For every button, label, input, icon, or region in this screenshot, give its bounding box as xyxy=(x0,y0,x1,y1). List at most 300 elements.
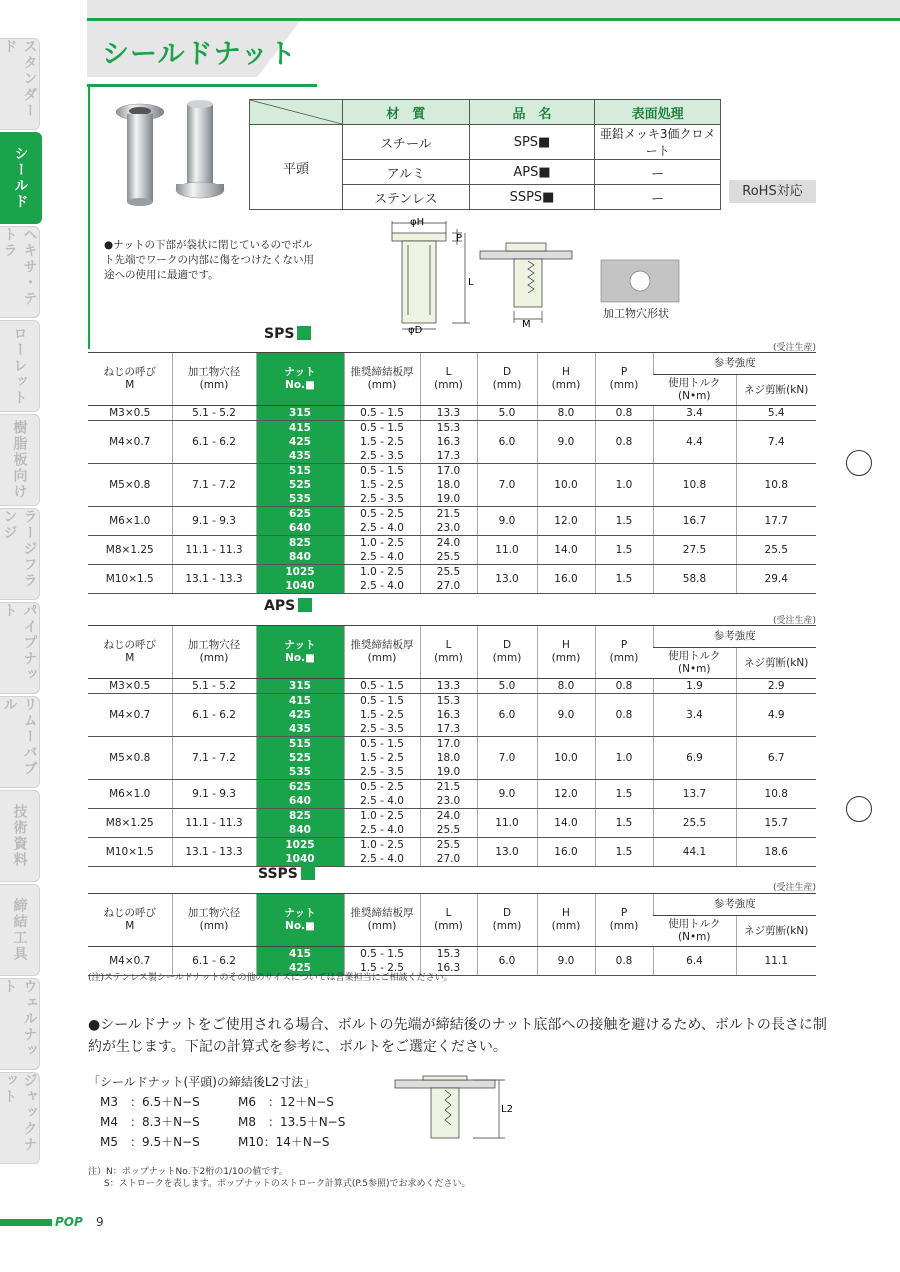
value-line: 535 xyxy=(289,493,311,505)
formula-title: 「シールドナット(平頭)の締結後L2寸法」 xyxy=(88,1075,316,1089)
cell-torque: 16.7 xyxy=(653,507,736,536)
made-to-order-note: (受注生産) xyxy=(772,883,816,893)
cell-hole: 6.1 - 6.2 xyxy=(172,694,256,737)
col-header-torque: 使用トルク(N•m) xyxy=(653,916,736,947)
cell-thread: M3×0.5 xyxy=(88,406,172,421)
cell-d: 13.0 xyxy=(477,838,537,867)
cell-d: 6.0 xyxy=(477,694,537,737)
cell-nut xyxy=(256,694,344,737)
col-header-unit: (mm) xyxy=(199,379,229,391)
side-tab[interactable]: スタンダード xyxy=(0,38,40,130)
col-header xyxy=(477,894,537,947)
value-line: 17.3 xyxy=(436,450,461,462)
value-line: 13.3 xyxy=(436,407,461,419)
col-header xyxy=(88,626,172,679)
value-line: 0.5 - 2.5 xyxy=(360,508,404,520)
formula-item: M4 ：8.3＋N−S xyxy=(100,1115,200,1129)
value-line: 21.5 xyxy=(436,508,461,520)
value-line: 2.5 - 4.0 xyxy=(360,795,404,807)
col-header xyxy=(537,626,595,679)
cell-thread: M8×1.25 xyxy=(88,809,172,838)
label-h: φH xyxy=(410,217,425,228)
cell-shear: 18.6 xyxy=(736,838,816,867)
col-header-unit: No.■ xyxy=(285,652,315,664)
cell-l xyxy=(420,679,477,694)
cell-torque: 1.9 xyxy=(653,679,736,694)
col-header xyxy=(477,626,537,679)
cell-p: 1.5 xyxy=(595,809,653,838)
cell-d: 6.0 xyxy=(477,421,537,464)
value-line: 1.0 - 2.5 xyxy=(360,566,404,578)
value-line: 2.5 - 3.5 xyxy=(360,450,404,462)
col-header-unit: (mm) xyxy=(199,652,229,664)
cell-nut xyxy=(256,565,344,594)
value-line: 1025 xyxy=(285,566,315,578)
col-header-unit: (mm) xyxy=(434,920,463,932)
table-row xyxy=(88,565,816,594)
cell-plate xyxy=(344,809,420,838)
cell-nut xyxy=(256,464,344,507)
side-tab[interactable]: パイプナット xyxy=(0,602,40,694)
value-line: 415 xyxy=(289,422,311,434)
cell-d: 5.0 xyxy=(477,406,537,421)
col-header-unit: (mm) xyxy=(609,652,639,664)
code-text: SPS■ xyxy=(513,134,551,150)
cell-thread: M4×0.7 xyxy=(88,694,172,737)
cell-thread: M4×0.7 xyxy=(88,947,172,976)
material-cell: スチール xyxy=(343,125,470,160)
col-header-unit: (mm) xyxy=(609,920,639,932)
table-row xyxy=(88,464,816,507)
value-line: 415 xyxy=(289,695,311,707)
col-header-label: 加工物穴径 xyxy=(187,639,241,651)
cell-torque: 3.4 xyxy=(653,406,736,421)
side-tab[interactable]: シールド xyxy=(0,132,42,224)
value-line: 0.5 - 1.5 xyxy=(360,695,404,707)
cell-shear: 11.1 xyxy=(736,947,816,976)
value-line: 625 xyxy=(289,508,311,520)
value-line: 1.0 - 2.5 xyxy=(360,810,404,822)
cell-hole: 13.1 - 13.3 xyxy=(172,565,256,594)
side-tabs xyxy=(0,38,42,1166)
side-tab[interactable]: 締結工具 xyxy=(0,884,40,976)
formula-item: M10：14＋N−S xyxy=(238,1135,330,1149)
cell-l xyxy=(420,565,477,594)
col-header-label: ナット xyxy=(284,366,316,378)
col-header xyxy=(420,626,477,679)
made-to-order-note: (受注生産) xyxy=(772,616,816,626)
col-header-label: P xyxy=(620,907,628,919)
value-line: 1.0 - 2.5 xyxy=(360,537,404,549)
cell-h: 12.0 xyxy=(537,507,595,536)
pop-logo: POP xyxy=(55,1215,83,1229)
value-line: 16.3 xyxy=(436,962,461,974)
code-cell: SSPS■ xyxy=(469,185,595,210)
cell-hole: 7.1 - 7.2 xyxy=(172,737,256,780)
col-header-unit: (mm) xyxy=(551,379,581,391)
value-line: 13.3 xyxy=(436,680,461,692)
cell-l xyxy=(420,838,477,867)
col-header-label: 推奨締結板厚 xyxy=(350,639,414,651)
side-tab[interactable]: リムーバブル xyxy=(0,696,40,788)
finish-cell: 亜鉛メッキ3価クロメート xyxy=(595,125,721,160)
value-line: 24.0 xyxy=(436,810,461,822)
series-marker xyxy=(301,866,315,880)
cell-shear: 6.7 xyxy=(736,737,816,780)
header-code: 品 名 xyxy=(469,100,595,125)
value-line: 535 xyxy=(289,766,311,778)
value-line: 0.5 - 1.5 xyxy=(360,422,404,434)
cell-plate xyxy=(344,565,420,594)
cell-hole: 13.1 - 13.3 xyxy=(172,838,256,867)
table-row xyxy=(88,780,816,809)
cell-thread: M5×0.8 xyxy=(88,464,172,507)
value-line: 2.5 - 4.0 xyxy=(360,580,404,592)
cell-p: 1.5 xyxy=(595,536,653,565)
col-header xyxy=(172,353,256,406)
cell-thread: M10×1.5 xyxy=(88,838,172,867)
col-header xyxy=(88,894,172,947)
value-line: 23.0 xyxy=(436,795,461,807)
value-line: 515 xyxy=(289,465,311,477)
punch-hole xyxy=(846,796,872,822)
value-line: 435 xyxy=(289,450,311,462)
value-line: 435 xyxy=(289,723,311,735)
cell-shear: 10.8 xyxy=(736,780,816,809)
col-header-torque: 使用トルク(N•m) xyxy=(653,375,736,406)
series-marker xyxy=(298,598,312,612)
col-header-label: D xyxy=(502,366,512,378)
cell-p: 1.0 xyxy=(595,737,653,780)
col-header-unit: (mm) xyxy=(609,379,639,391)
cell-h: 14.0 xyxy=(537,809,595,838)
side-tab[interactable]: ローレット xyxy=(0,320,40,412)
cell-h: 8.0 xyxy=(537,679,595,694)
l2-label: L2 xyxy=(501,1104,513,1115)
value-line: 640 xyxy=(289,795,311,807)
col-header xyxy=(88,353,172,406)
note-s: S：ストロークを表します。ポップナットのストローク計算式(P.5参照)でお求めください。 xyxy=(104,1179,471,1189)
cell-nut xyxy=(256,406,344,421)
col-header xyxy=(420,353,477,406)
value-line: 0.5 - 1.5 xyxy=(360,407,404,419)
cell-h: 9.0 xyxy=(537,694,595,737)
cell-d: 9.0 xyxy=(477,780,537,809)
cell-h: 9.0 xyxy=(537,947,595,976)
side-tab[interactable]: 樹脂板向け xyxy=(0,414,40,506)
cell-hole: 11.1 - 11.3 xyxy=(172,809,256,838)
table-row xyxy=(88,737,816,780)
punch-hole xyxy=(846,450,872,476)
col-header-unit: M xyxy=(125,379,135,391)
cell-d: 9.0 xyxy=(477,507,537,536)
formula-item: M3 ：6.5＋N−S xyxy=(100,1095,200,1109)
value-line: 1.5 - 2.5 xyxy=(360,962,404,974)
material-cell: ステンレス xyxy=(343,185,470,210)
cell-plate xyxy=(344,694,420,737)
value-line: 515 xyxy=(289,738,311,750)
value-line: 2.5 - 4.0 xyxy=(360,522,404,534)
value-line: 15.3 xyxy=(436,948,461,960)
cell-p: 0.8 xyxy=(595,421,653,464)
value-line: 525 xyxy=(289,479,311,491)
cell-plate xyxy=(344,406,420,421)
value-line: 825 xyxy=(289,810,311,822)
value-line: 18.0 xyxy=(436,479,461,491)
footer-bar xyxy=(0,1219,52,1226)
col-header-label: 推奨締結板厚 xyxy=(350,366,414,378)
col-header-strength: 参考強度 xyxy=(653,626,816,648)
value-line: 315 xyxy=(289,680,311,692)
feature-note: ●ナットの下部が袋状に閉じているのでボルト先端でワークの内部に傷をつけたくない用途への使用に最適です。 xyxy=(104,239,314,281)
col-header-label: ナット xyxy=(284,907,316,919)
section-rule xyxy=(88,84,90,349)
series-marker xyxy=(297,326,311,340)
cell-shear: 4.9 xyxy=(736,694,816,737)
col-header-unit: (mm) xyxy=(492,652,522,664)
finish-cell: ー xyxy=(595,185,721,210)
value-line: 1.5 - 2.5 xyxy=(360,436,404,448)
value-line: 2.5 - 3.5 xyxy=(360,723,404,735)
value-line: 525 xyxy=(289,752,311,764)
value-line: 16.3 xyxy=(436,709,461,721)
cell-d: 13.0 xyxy=(477,565,537,594)
cell-shear: 29.4 xyxy=(736,565,816,594)
col-header-shear: ネジ剪断(kN) xyxy=(736,375,816,406)
cell-hole: 5.1 - 5.2 xyxy=(172,679,256,694)
series-name: SSPS xyxy=(258,866,298,882)
value-line: 2.5 - 3.5 xyxy=(360,493,404,505)
col-header-label: L xyxy=(445,907,452,919)
formula-item: M6 ：12＋N−S xyxy=(238,1095,334,1109)
code-cell: APS■ xyxy=(469,160,595,185)
table-row xyxy=(88,679,816,694)
col-header-unit: (mm) xyxy=(434,379,463,391)
cell-h: 16.0 xyxy=(537,565,595,594)
cell-shear: 10.8 xyxy=(736,464,816,507)
value-line: 15.3 xyxy=(436,695,461,707)
col-header-torque: 使用トルク(N•m) xyxy=(653,648,736,679)
cell-thread: M8×1.25 xyxy=(88,536,172,565)
value-line: 17.0 xyxy=(436,738,461,750)
made-to-order-note: (受注生産) xyxy=(772,343,816,353)
value-line: 0.5 - 1.5 xyxy=(360,680,404,692)
cell-p: 0.8 xyxy=(595,694,653,737)
table-row xyxy=(88,406,816,421)
cell-nut xyxy=(256,809,344,838)
cell-l xyxy=(420,464,477,507)
cell-thread: M10×1.5 xyxy=(88,565,172,594)
value-line: 425 xyxy=(289,709,311,721)
col-header-label: D xyxy=(502,907,512,919)
col-header-unit: (mm) xyxy=(492,920,522,932)
cell-d: 11.0 xyxy=(477,536,537,565)
cell-p: 1.5 xyxy=(595,838,653,867)
col-header-unit: No.■ xyxy=(285,379,315,391)
formula-item: M8 ：13.5＋N−S xyxy=(238,1115,346,1129)
cell-plate xyxy=(344,536,420,565)
cell-l xyxy=(420,406,477,421)
col-header-label: 加工物穴径 xyxy=(187,907,241,919)
side-tab[interactable]: ヘキサ・テトラ xyxy=(0,226,40,318)
col-header-label: D xyxy=(502,639,512,651)
col-header xyxy=(172,894,256,947)
cell-h: 12.0 xyxy=(537,780,595,809)
cell-h: 14.0 xyxy=(537,536,595,565)
col-header-unit: (mm) xyxy=(199,920,229,932)
col-header xyxy=(420,894,477,947)
cell-hole: 11.1 - 11.3 xyxy=(172,536,256,565)
value-line: 840 xyxy=(289,551,311,563)
col-header xyxy=(256,894,344,947)
col-header-label: ねじの呼び xyxy=(103,639,156,651)
cell-nut xyxy=(256,737,344,780)
col-header-label: H xyxy=(562,907,570,919)
value-line: 17.3 xyxy=(436,723,461,735)
col-header-unit: M xyxy=(125,652,135,664)
cell-hole: 9.1 - 9.3 xyxy=(172,507,256,536)
col-header-label: ねじの呼び xyxy=(103,907,156,919)
cell-hole: 5.1 - 5.2 xyxy=(172,406,256,421)
cell-plate xyxy=(344,421,420,464)
col-header xyxy=(595,353,653,406)
series-heading xyxy=(264,326,311,342)
cell-l xyxy=(420,737,477,780)
cell-l xyxy=(420,421,477,464)
col-header xyxy=(256,626,344,679)
series-heading xyxy=(258,866,315,882)
bolt-length-note: ●シールドナットをご使用される場合、ボルトの先端が締結後のナット底部への接触を避けるため、ボルトの長さに制約が生じます。下記の計算式を参考に、ボルトをご選定ください。 xyxy=(88,1017,827,1055)
value-line: 21.5 xyxy=(436,781,461,793)
cell-torque: 27.5 xyxy=(653,536,736,565)
cell-torque: 4.4 xyxy=(653,421,736,464)
value-line: 25.5 xyxy=(436,566,461,578)
cell-hole: 9.1 - 9.3 xyxy=(172,780,256,809)
col-header-label: 推奨締結板厚 xyxy=(350,907,414,919)
table-row xyxy=(88,694,816,737)
value-line: 1040 xyxy=(285,580,315,592)
cell-torque: 10.8 xyxy=(653,464,736,507)
cell-d: 5.0 xyxy=(477,679,537,694)
cell-nut xyxy=(256,536,344,565)
material-table xyxy=(249,99,721,210)
col-header xyxy=(256,353,344,406)
value-line: 19.0 xyxy=(436,493,461,505)
diagonal-cell xyxy=(250,100,343,125)
col-header xyxy=(537,894,595,947)
cell-nut xyxy=(256,507,344,536)
value-line: 2.5 - 4.0 xyxy=(360,824,404,836)
spec-table-sps xyxy=(88,352,816,594)
side-tab[interactable]: 技術資料 xyxy=(0,790,40,882)
note-n: 注）N：ポップナットNo.下2桁の1/10の値です。 xyxy=(88,1167,288,1177)
side-tab[interactable]: ラージフランジ xyxy=(0,508,40,600)
value-line: 23.0 xyxy=(436,522,461,534)
cell-h: 16.0 xyxy=(537,838,595,867)
col-header-shear: ネジ剪断(kN) xyxy=(736,648,816,679)
col-header-unit: (mm) xyxy=(434,652,463,664)
cell-hole: 6.1 - 6.2 xyxy=(172,947,256,976)
header-material: 材 質 xyxy=(343,100,470,125)
cell-nut xyxy=(256,421,344,464)
value-line: 25.5 xyxy=(436,824,461,836)
side-tab[interactable]: ジャックナット xyxy=(0,1072,40,1164)
value-line: 18.0 xyxy=(436,752,461,764)
col-header-shear: ネジ剪断(kN) xyxy=(736,916,816,947)
col-header-unit: No.■ xyxy=(285,920,315,932)
col-header-label: 加工物穴径 xyxy=(187,366,241,378)
notes xyxy=(88,1166,470,1190)
spec-table-aps xyxy=(88,625,816,867)
cell-shear: 2.9 xyxy=(736,679,816,694)
value-line: 0.5 - 1.5 xyxy=(360,465,404,477)
value-line: 2.5 - 4.0 xyxy=(360,551,404,563)
col-header-unit: (mm) xyxy=(551,652,581,664)
col-header xyxy=(595,894,653,947)
label-m: M xyxy=(522,319,531,330)
cell-thread: M4×0.7 xyxy=(88,421,172,464)
cell-h: 8.0 xyxy=(537,406,595,421)
cell-hole: 6.1 - 6.2 xyxy=(172,421,256,464)
col-header-unit: (mm) xyxy=(367,920,397,932)
value-line: 640 xyxy=(289,522,311,534)
cell-plate xyxy=(344,507,420,536)
col-header xyxy=(344,353,420,406)
series-name: SPS xyxy=(264,326,295,342)
value-line: 1.5 - 2.5 xyxy=(360,752,404,764)
title-underline xyxy=(87,84,317,87)
cell-thread: M3×0.5 xyxy=(88,679,172,694)
value-line: 425 xyxy=(289,436,311,448)
cell-thread: M6×1.0 xyxy=(88,780,172,809)
formula-item: M5 ：9.5＋N−S xyxy=(100,1135,200,1149)
cell-l xyxy=(420,694,477,737)
value-line: 15.3 xyxy=(436,422,461,434)
col-header-label: H xyxy=(562,639,570,651)
cell-nut xyxy=(256,780,344,809)
product-photo xyxy=(100,98,250,213)
table-row xyxy=(88,838,816,867)
value-line: 315 xyxy=(289,407,311,419)
label-p: P xyxy=(456,233,463,244)
formula-grid xyxy=(100,1092,368,1152)
cell-l xyxy=(420,809,477,838)
value-line: 840 xyxy=(289,824,311,836)
value-line: 17.0 xyxy=(436,465,461,477)
cell-torque: 6.9 xyxy=(653,737,736,780)
col-header-unit: (mm) xyxy=(367,652,397,664)
cell-shear: 7.4 xyxy=(736,421,816,464)
value-line: 19.0 xyxy=(436,766,461,778)
stainless-footnote: (注)ステンレス製シールドナットのその他のサイズについては営業担当にご相談ください。 xyxy=(88,973,453,983)
code-cell xyxy=(469,125,595,160)
side-tab[interactable]: ウェルナット xyxy=(0,978,40,1070)
series-name: APS xyxy=(264,598,296,614)
cell-plate xyxy=(344,464,420,507)
col-header xyxy=(595,626,653,679)
formula-block xyxy=(88,1072,368,1152)
cell-torque: 13.7 xyxy=(653,780,736,809)
cell-torque: 3.4 xyxy=(653,694,736,737)
col-header xyxy=(477,353,537,406)
table-row xyxy=(88,809,816,838)
table-row xyxy=(88,536,816,565)
table-row xyxy=(88,421,816,464)
cell-p: 0.8 xyxy=(595,947,653,976)
value-line: 415 xyxy=(289,948,311,960)
cell-d: 7.0 xyxy=(477,737,537,780)
value-line: 27.0 xyxy=(436,580,461,592)
